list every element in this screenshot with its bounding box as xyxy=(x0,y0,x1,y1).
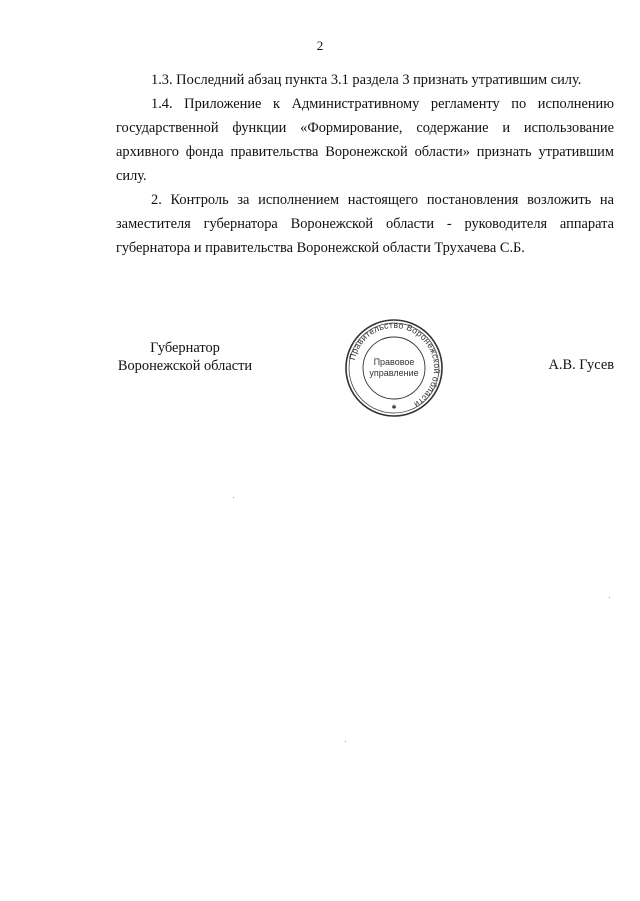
paragraph-1-4: 1.4. Приложение к Административному регламенту по исполнению государственной функции «Формирование, содержание и использование архивного фонда правительства Воронежской области» признать утратившим силу. xyxy=(116,96,614,184)
signer-name: А.В. Гусев xyxy=(548,357,614,373)
document-body xyxy=(116,68,614,260)
seal-inner-line-2: управление xyxy=(369,368,419,378)
signer-title-line-1: Губернатор xyxy=(150,340,220,356)
paragraph-2: 2. Контроль за исполнением настоящего постановления возложить на заместителя губернатора Воронежской области - руководителя аппарата губернатора и правительства Воронежской области Трухачева С.Б. xyxy=(116,192,614,256)
seal-inner-line-1: Правовое xyxy=(373,357,415,367)
scan-speck xyxy=(609,597,610,598)
seal-star-icon: ✱ xyxy=(391,405,397,411)
signer-title-line-2: Воронежской области xyxy=(117,358,253,374)
seal-outer-text: Правительство Воронежской области xyxy=(346,319,443,410)
paragraph-1-3: 1.3. Последний абзац пункта 3.1 раздела 3 признать утратившим силу. xyxy=(151,72,582,88)
scan-speck xyxy=(345,741,346,742)
page-number: 2 xyxy=(316,38,324,53)
official-seal xyxy=(344,318,444,418)
scan-speck xyxy=(233,497,234,498)
signer-title xyxy=(105,339,265,375)
